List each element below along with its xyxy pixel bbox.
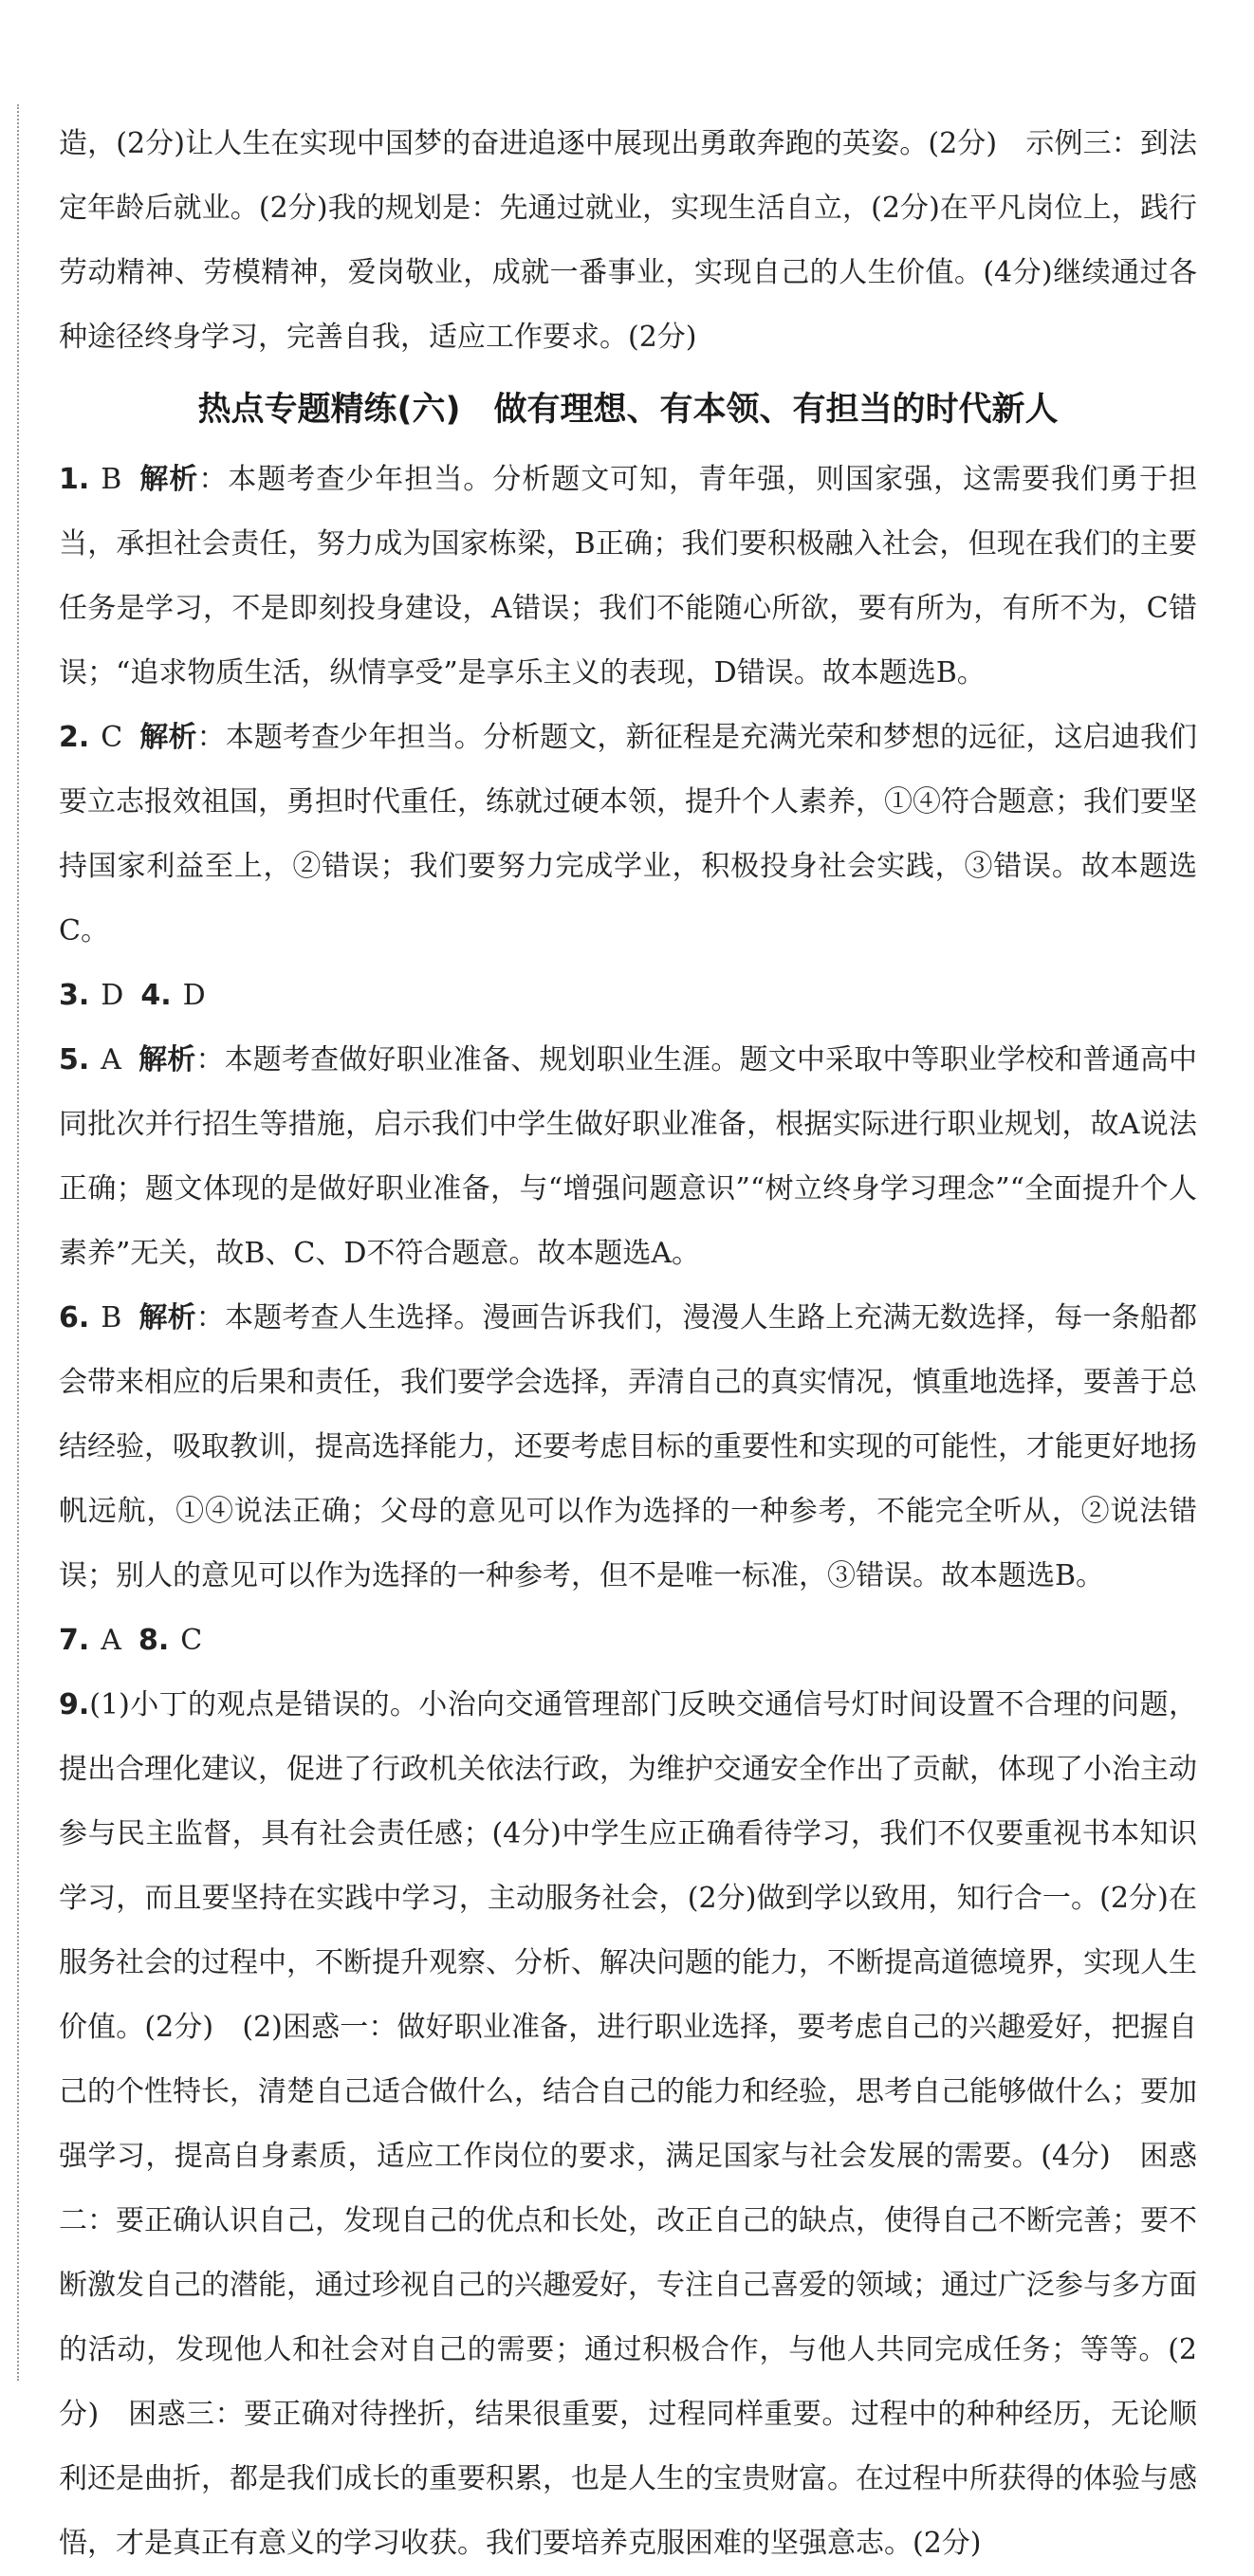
analysis-text: ：本题考查做好职业准备、规划职业生涯。题文中采取中等职业学校和普通高中同批次并行招生等措施，启示我们中学生做好职业准备，根据实际进行职业规划，故A说法正确；题文体现的是做好职业准备，与“增强问题意识”“树立终身学习理念”“全面提升个人素养”无关，故B、C、D不符合题意。故本题选A。 <box>59 1043 1198 1270</box>
analysis-text: ：本题考查少年担当。分析题文，新征程是充满光荣和梦想的远征，这启迪我们要立志报效祖国，勇担时代重任，练就过硬本领，提升个人素养，①④符合题意；我们要坚持国家利益至上，②错误；我们要努力完成学业，积极投身社会实践，③错误。故本题选C。 <box>59 721 1198 948</box>
question-3-4 <box>59 964 1197 1028</box>
analysis-label: 解析 <box>138 463 199 496</box>
question-number: 3. <box>59 979 90 1012</box>
question-2 <box>59 706 1197 964</box>
question-number: 4. <box>140 979 172 1012</box>
section-title: 热点专题精练(六) 做有理想、有本领、有担当的时代新人 <box>197 391 1059 429</box>
question-number: 7. <box>59 1624 90 1657</box>
answer-letter: D <box>182 979 206 1012</box>
question-number: 8. <box>138 1624 170 1657</box>
answer-letter: D <box>101 979 124 1012</box>
question-5 <box>59 1028 1197 1286</box>
answer-text: (1)小丁的观点是错误的。小治向交通管理部门反映交通信号灯时间设置不合理的问题，提出合理化建议，促进了行政机关依法行政，为维护交通安全作出了贡献，体现了小治主动参与民主监督，具有社会责任感；(4分)中学生应正确看待学习，我们不仅要重视书本知识学习，而且要坚持在实践中学习，主动服务社会，(2分)做到学以致用，知行合一。(2分)在服务社会的过程中，不断提升观察、分析、解决问题的能力，不断提高道德境界，实现人生价值。(2分) (2)困惑一：做好职业准备，进行职业选择，要考虑自己的兴趣爱好，把握自己的个性特长，清楚自己适合做什么，结合自己的能力和经验，思考自己能够做什么；要加强学习，提高自身素质，适应工作岗位的要求，满足国家与社会发展的需要。(4分) 困惑二：要正确认识自己，发现自己的优点和长处，改正自己的缺点，使得自己不断完善；要不断激发自己的潜能，通过珍视自己的兴趣爱好，专注自己喜爱的领域；通过广泛参与多方面的活动，发现他人和社会对自己的需要；通过积极合作，与他人共同完成任务；等等。(2分) 困惑三：要正确对待挫折，结果很重要，过程同样重要。过程中的种种经历，无论顺利还是曲折，都是我们成长的重要积累，也是人生的宝贵财富。在过程中所获得的体验与感悟，才是真正有意义的学习收获。我们要培养克服困难的坚强意志。(2分) <box>59 1688 1197 2560</box>
answer-letter: C <box>101 721 123 754</box>
answer-letter: A <box>101 1624 121 1657</box>
question-1 <box>59 448 1197 706</box>
intro-paragraph: 造，(2分)让人生在实现中国梦的奋进追逐中展现出勇敢奔跑的英姿。(2分) 示例三：到法定年龄后就业。(2分)我的规划是：先通过就业，实现生活自立，(2分)在平凡岗位上，践行劳动精神、劳模精神，爱岗敬业，成就一番事业，实现自己的人生价值。(4分)继续通过各种途径终身学习，完善自我，适应工作要求。(2分) <box>59 127 1197 354</box>
question-number: 9. <box>59 1688 90 1721</box>
question-6 <box>59 1286 1197 1609</box>
answer-letter: C <box>180 1624 203 1657</box>
analysis-label: 解析 <box>139 721 197 754</box>
analysis-text: ：本题考查少年担当。分析题文可知，青年强，则国家强，这需要我们勇于担当，承担社会责任，努力成为国家栋梁，B正确；我们要积极融入社会，但现在我们的主要任务是学习，不是即刻投身建设，A错误；我们不能随心所欲，要有所为，有所不为，C错误；“追求物质生活，纵情享受”是享乐主义的表现，D错误。故本题选B。 <box>59 463 1198 690</box>
question-number: 2. <box>59 721 90 754</box>
question-7-8 <box>59 1609 1197 1673</box>
binding-margin-rule <box>17 104 19 2381</box>
answer-letter: A <box>101 1043 121 1076</box>
question-number: 5. <box>59 1043 90 1076</box>
question-9 <box>59 1673 1197 2576</box>
analysis-label: 解析 <box>138 1301 196 1334</box>
page-content <box>59 112 1197 2576</box>
question-number: 1. <box>59 463 90 496</box>
analysis-label: 解析 <box>138 1043 196 1076</box>
answer-letter: B <box>101 463 122 496</box>
analysis-text: ：本题考查人生选择。漫画告诉我们，漫漫人生路上充满无数选择，每一条船都会带来相应的后果和责任，我们要学会选择，弄清自己的真实情况，慎重地选择，要善于总结经验，吸取教训，提高选择能力，还要考虑目标的重要性和实现的可能性，才能更好地扬帆远航，①④说法正确；父母的意见可以作为选择的一种参考，不能完全听从，②说法错误；别人的意见可以作为选择的一种参考，但不是唯一标准，③错误。故本题选B。 <box>59 1301 1198 1592</box>
answer-letter: B <box>101 1301 122 1334</box>
question-number: 6. <box>59 1301 90 1334</box>
